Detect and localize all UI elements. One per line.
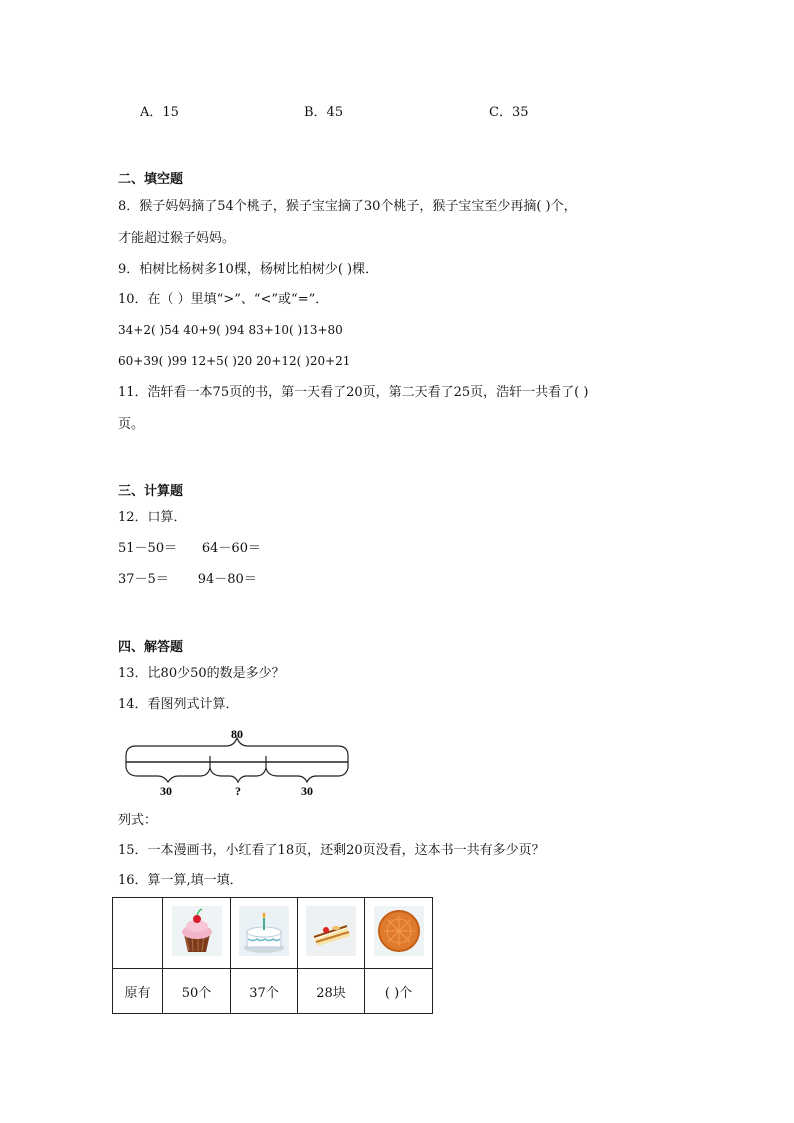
option-b: B．45 [304, 105, 344, 120]
question-9: 9．柏树比杨树多10棵，杨树比柏树少( )棵． [118, 262, 379, 277]
value-cookie: ( )个 [365, 969, 433, 1014]
question-13: 13．比80少50的数是多少？ [118, 666, 285, 681]
row-label: 原有 [113, 969, 163, 1014]
right-label: 30 [301, 784, 313, 798]
table-cell [163, 898, 231, 969]
segment-diagram [118, 726, 358, 800]
question-12: 12．口算． [118, 510, 187, 525]
question-10-row1: 34+2( )54 40+9( )94 83+10( )13+80 [118, 323, 343, 337]
section-title-calculation: 三、计算题 [118, 484, 184, 499]
table-row [113, 969, 433, 1014]
cake-icon [239, 906, 289, 956]
section-title-word-problems: 四、解答题 [118, 640, 184, 655]
question-10: 10．在（ ）里填“>”、“<”或“=”． [118, 292, 329, 307]
left-label: 30 [160, 784, 172, 798]
middle-brace [210, 768, 266, 782]
option-c: C．35 [489, 105, 529, 120]
question-14: 14．看图列式计算． [118, 697, 239, 712]
table-row [113, 898, 433, 969]
question-8-line2: 才能超过猴子妈妈。 [118, 231, 236, 246]
question-11-line1: 11．浩轩看一本75页的书，第一天看了20页，第二天看了25页，浩轩一共看了( ) [118, 385, 589, 400]
cake-slice-icon [306, 906, 356, 956]
counting-table [112, 897, 433, 1014]
right-brace [266, 768, 348, 782]
question-8-line1: 8．猴子妈妈摘了54个桃子，猴子宝宝摘了30个桃子，猴子宝宝至少再摘( )个， [118, 199, 577, 214]
middle-label: ? [235, 784, 241, 798]
value-cake: 37个 [231, 969, 298, 1014]
question-14-formula-label: 列式： [118, 813, 158, 828]
table-corner-cell [113, 898, 163, 969]
cookie-icon [374, 906, 424, 956]
mental-math-row1: 51－50＝ 64－60＝ [118, 541, 261, 556]
value-cake-slice: 28块 [298, 969, 365, 1014]
value-cupcake: 50个 [163, 969, 231, 1014]
question-15: 15．一本漫画书，小红看了18页，还剩20页没看，这本书一共有多少页？ [118, 843, 545, 858]
mental-math-row2: 37－5＝ 94－80＝ [118, 572, 257, 587]
table-cell [231, 898, 298, 969]
table-cell [365, 898, 433, 969]
question-10-row2: 60+39( )99 12+5( )20 20+12( )20+21 [118, 354, 351, 368]
cupcake-icon [172, 906, 222, 956]
total-label: 80 [231, 727, 243, 741]
table-cell [298, 898, 365, 969]
question-11-line2: 页。 [118, 417, 145, 432]
option-a: A．15 [140, 105, 179, 120]
question-16: 16．算一算,填一填． [118, 873, 243, 888]
left-brace [126, 768, 210, 782]
section-title-fill-blank: 二、填空题 [118, 172, 184, 187]
